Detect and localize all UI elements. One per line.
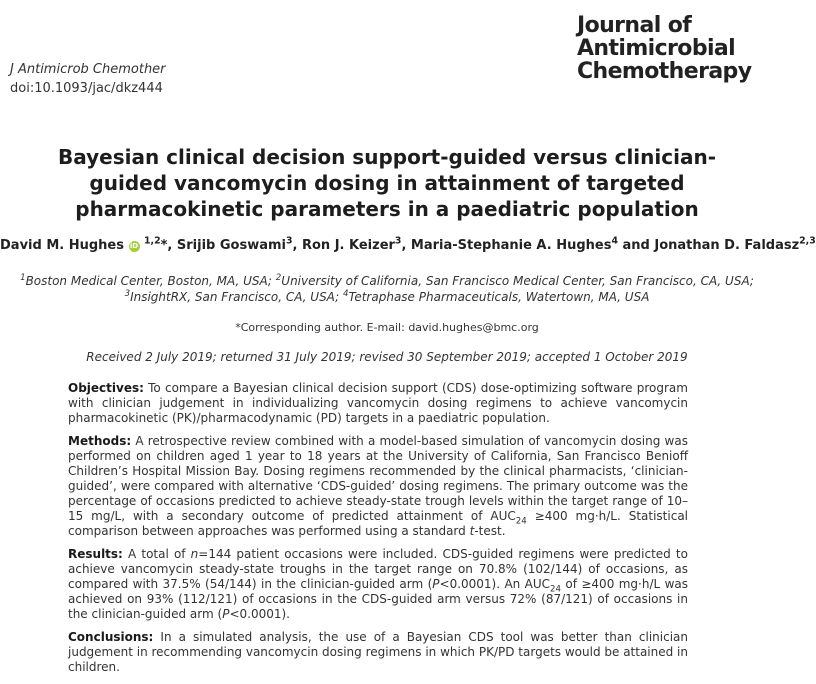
italic-symbol: n — [190, 547, 199, 561]
abstract — [68, 381, 688, 683]
section-label: Methods: — [68, 434, 132, 448]
author-name: Ron J. Keizer — [301, 238, 395, 253]
section-text: of ≥400 mg·h/L was achieved on 93% (112/121) of occasions in the CDS-guided arm versus 72% (87/121) of occasions in the clinician-guided arm ( — [68, 577, 688, 621]
italic-symbol: P — [432, 577, 440, 591]
corresponding-author: *Corresponding author. E-mail: david.hughes@bmc.org — [235, 321, 539, 334]
author-list: David M. Hughes iD $^{1,2}$*, Srijib Goswami$^3$, Ron J. Keizer$^3$, Maria-Stephanie A. Hughes$^4$ and Jonathan D. Faldasz$^{2,3}$ — [0, 235, 816, 253]
section-label: Objectives: — [68, 381, 144, 395]
author-name: Jonathan D. Faldasz — [654, 238, 800, 253]
author-affiliation-ref: 3 — [286, 235, 293, 247]
affiliation-number: 4 — [343, 289, 349, 299]
italic-symbol: P — [222, 607, 230, 621]
author-affiliation-ref: 4 — [611, 235, 618, 247]
orcid-icon[interactable]: iD — [129, 242, 139, 250]
author-affiliation-ref: 3 — [394, 235, 402, 247]
section-text: In a simulated analysis, the use of a Bayesian CDS tool was better than clinician judgement in recommending vancomycin dosing regimens in which PK/PD targets would be attained in children. — [68, 630, 688, 674]
section-text: <0.0001). An AUC — [439, 577, 551, 591]
subscript: 24 — [515, 516, 527, 527]
abstract-objectives — [68, 381, 688, 426]
abstract-methods — [68, 434, 688, 539]
affiliation: Tetraphase Pharmaceuticals, Watertown, MA, USA — [348, 290, 650, 304]
italic-symbol: t — [469, 524, 475, 538]
author-affiliation-ref: 1,2 — [144, 235, 161, 247]
abstract-results — [68, 547, 688, 622]
article-title: Bayesian clinical decision support-guided versus clinician-guided vancomycin dosing in attainment of targeted pharmacokinetic parameters in a paediatric population — [58, 145, 716, 221]
logo-line-2: Antimicrobial — [577, 36, 736, 61]
affiliation-number: 3 — [124, 289, 131, 299]
corresponding-mark: * — [160, 238, 168, 253]
section-text: =144 patient occasions were included. CDS-guided regimens were predicted to achieve vancomycin steady-state troughs in the target range on 70.8% (102/144) of occasions, as compared with 37.5% (54/144) in the clinician-guided arm ( — [68, 547, 688, 591]
author-name: Srijib Goswami — [176, 238, 286, 253]
journal-abbreviation: J Antimicrob Chemother — [10, 62, 166, 77]
affiliation: InsightRX, San Francisco, CA, USA; — [130, 290, 340, 304]
section-text: To compare a Bayesian clinical decision support (CDS) dose-optimizing software program with clinician judgement in individualizing vancomycin dosing regimens to achieve vancomycin pharmacokinetic (PK)/pharmacodynamic (PD) targets in a paediatric population. — [68, 381, 688, 425]
journal-reference — [10, 60, 166, 98]
section-text: -test. — [474, 524, 506, 538]
article-dates: Received 2 July 2019; returned 31 July 2019; revised 30 September 2019; accepted 1 October 2019 — [86, 350, 688, 364]
section-label: Results: — [68, 547, 123, 561]
affiliations — [20, 273, 754, 305]
section-text: <0.0001). — [229, 607, 290, 621]
section-text: A total of — [128, 547, 191, 561]
author-name: David M. Hughes — [0, 238, 124, 253]
doi[interactable]: doi:10.1093/jac/dkz444 — [10, 81, 163, 96]
section-text: A retrospective review combined with a model-based simulation of vancomycin dosing was performed on children aged 1 year to 18 years at the University of California, San Francisco Benioff Children’s Hospital Mission Bay. Dosing regimens recommended by the clinical pharmacists, ‘clinician-guided’, were compared with alternative ‘CDS-guided’ dosing regimens. The primary outcome was the percentage of occasions predicted to achieve steady-state trough levels within the target range of 10–15 mg/L, with a secondary outcome of predicted attainment of AUC — [68, 434, 688, 523]
affiliation-number: 2 — [275, 273, 282, 283]
author-name: Maria-Stephanie A. Hughes — [410, 238, 612, 253]
affiliation: University of California, San Francisco Medical Center, San Francisco, CA, USA; — [281, 274, 754, 288]
subscript: 24 — [550, 584, 562, 595]
author-affiliation-ref: 2,3 — [799, 235, 816, 247]
affiliation: Boston Medical Center, Boston, MA, USA; — [25, 274, 272, 288]
section-text: ≥400 mg·h/L. Statistical comparison between approaches was performed using a standard — [68, 509, 689, 538]
journal-logo — [577, 14, 751, 83]
logo-line-3: Chemotherapy — [577, 59, 752, 84]
affiliation-number: 1 — [20, 273, 26, 283]
abstract-conclusions — [68, 630, 688, 675]
section-label: Conclusions: — [68, 630, 154, 644]
logo-line-1: Journal of — [577, 13, 692, 38]
